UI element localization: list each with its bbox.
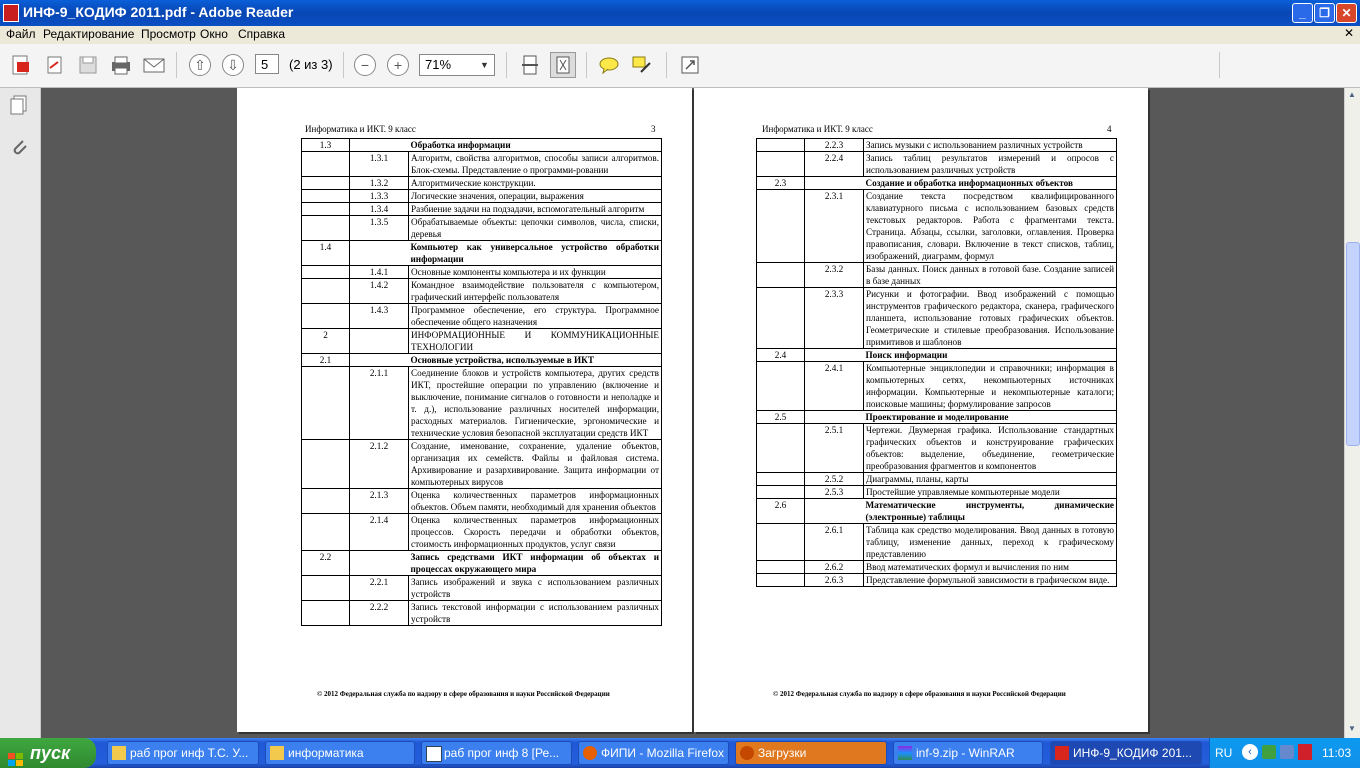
table-row [757,152,1117,177]
element-code: 2.3.1 [805,190,864,263]
pdf-page-4 [694,88,1148,732]
chevron-down-icon[interactable]: ▼ [480,60,489,70]
page-footer: © 2012 Федеральная служба по надзору в сфере образования и науки Российской Федерации [317,690,610,698]
firefox-icon [740,746,754,760]
toolbar-separator [1219,52,1220,78]
section-code [302,190,350,203]
taskbar-item-label: ФИПИ - Mozilla Firefox [601,746,725,760]
codifier-table [301,138,662,626]
element-description: Рисунки и фотографии. Ввод изображений с помощью инструментов графического редактора, сканера, графического планшета, использование готовых графических объектов. Геометрические и стилевые преобразования. Использование примитивов и шаблонов [864,288,1117,349]
table-row [757,574,1117,587]
section-code: 1.3 [302,139,350,152]
section-code [302,279,350,304]
table-row [757,486,1117,499]
menu-view[interactable]: Просмотр [141,27,196,41]
adobe-reader-icon [3,4,19,22]
element-description: Запись средствами ИКТ информации об объектах и процессах окружающего мира [409,551,662,576]
table-row [302,266,662,279]
taskbar-item-label: ИНФ-9_КОДИФ 201... [1073,746,1192,760]
element-code: 2.5.2 [805,473,864,486]
taskbar-item-firefox[interactable] [578,741,729,765]
table-row [302,190,662,203]
element-description: Запись текстовой информации с использованием различных устройств [409,601,662,626]
page-header: Информатика и ИКТ. 9 класс [762,124,873,134]
firefox-icon [583,746,597,760]
element-description: Запись изображений и звука с использованием различных устройств [409,576,662,601]
element-description: Оценка количественных параметров информационных процессов. Скорость передачи и обработки объектов, стоимость информационных продуктов, услуг связи [409,514,662,551]
section-code [302,216,350,241]
element-description: Ввод математических формул и вычисления по ним [864,561,1117,574]
fit-page-icon[interactable] [550,52,576,78]
codifier-table [756,138,1117,587]
element-code: 1.3.2 [350,177,409,190]
section-code [302,152,350,177]
element-description: Математические инструменты, динамические (электронные) таблицы [864,499,1117,524]
open-icon[interactable] [42,52,68,78]
taskbar-item-label: раб прог инф Т.С. У... [130,746,249,760]
element-description: Запись таблиц результатов измерений и опросов с использованием различных устройств [864,152,1117,177]
element-code [350,241,409,266]
element-description: Создание и обработка информационных объектов [864,177,1117,190]
element-description: Основные устройства, используемые в ИКТ [409,354,662,367]
plus-icon: + [387,54,409,76]
window-title: ИНФ-9_КОДИФ 2011.pdf - Adobe Reader [23,4,294,20]
element-description: Логические значения, операции, выражения [409,190,662,203]
maximize-button[interactable]: ❐ [1314,3,1335,23]
element-description: Компьютер как универсальное устройство обработки информации [409,241,662,266]
element-code: 2.5.1 [805,424,864,473]
section-code [757,574,805,587]
network-icon[interactable] [1262,745,1276,759]
section-code: 2.5 [757,411,805,424]
table-row [757,411,1117,424]
zoom-level-select[interactable]: 71% [419,54,495,76]
element-description: Таблица как средство моделирования. Ввод данных в готовую таблицу, изменение данных, переход к графическому представлению [864,524,1117,561]
element-description: Базы данных. Поиск данных в готовой базе. Создание записей в базе данных [864,263,1117,288]
save-icon[interactable] [75,52,101,78]
element-description: Диаграммы, планы, карты [864,473,1117,486]
section-code [302,304,350,329]
section-code: 2.4 [757,349,805,362]
element-code: 2.6.1 [805,524,864,561]
section-code [757,190,805,263]
page-count-label: (2 из 3) [289,57,333,72]
page-header: Информатика и ИКТ. 9 класс [305,124,416,134]
element-description: ИНФОРМАЦИОННЫЕ И КОММУНИКАЦИОННЫЕ ТЕХНОЛОГИИ [409,329,662,354]
element-description: Алгоритмические конструкции. [409,177,662,190]
next-page-button[interactable] [220,52,246,78]
create-pdf-icon[interactable] [8,52,34,78]
element-description: Создание, именование, сохранение, удаление объектов, организация их семейств. Файлы и файловая система. Архивирование и разархивирование. Защита информации от компьютерных вирусов [409,440,662,489]
section-code: 2 [302,329,350,354]
table-row [757,524,1117,561]
element-code: 1.4.2 [350,279,409,304]
word-icon [426,746,442,762]
section-code [757,139,805,152]
table-row [757,499,1117,524]
highlight-icon[interactable] [629,52,655,78]
table-row [302,329,662,354]
page-number-input[interactable]: 5 [255,54,279,74]
print-icon[interactable] [108,52,134,78]
table-row [302,354,662,367]
menu-file[interactable]: Файл [6,27,36,41]
section-code [757,561,805,574]
section-code [302,576,350,601]
table-row [302,514,662,551]
element-code: 2.2.4 [805,152,864,177]
table-row [302,203,662,216]
taskbar-item-winrar[interactable] [893,741,1043,765]
element-code: 2.6.3 [805,574,864,587]
element-code [805,411,864,424]
element-code: 2.2.1 [350,576,409,601]
section-code [757,263,805,288]
table-row [757,177,1117,190]
table-row [757,424,1117,473]
table-row [302,241,662,266]
toolbar-separator [343,52,344,78]
element-code: 1.4.3 [350,304,409,329]
table-row [302,177,662,190]
table-row [757,190,1117,263]
element-code: 2.2.3 [805,139,864,152]
zoom-in-button[interactable] [385,52,411,78]
element-code: 1.3.3 [350,190,409,203]
pdf-page-3 [237,88,692,732]
arrow-down-icon: ⇩ [222,54,244,76]
toolbar-separator [506,52,507,78]
section-code: 2.6 [757,499,805,524]
taskbar-item-folder-1[interactable] [107,741,259,765]
system-tray [1209,738,1360,768]
table-row [302,551,662,576]
taskbar-item-label: раб прог инф 8 [Ре... [444,746,560,760]
section-code: 2.1 [302,354,350,367]
table-row [302,367,662,440]
element-code: 2.3.3 [805,288,864,349]
element-code: 1.3.1 [350,152,409,177]
element-description: Чертежи. Двумерная графика. Использование стандартных графических объектов и конструирование графических объектов: выделение, объединение, геометрические преобразования фрагментов и компонентов [864,424,1117,473]
element-description: Основные компоненты компьютера и их функции [409,266,662,279]
section-code [757,152,805,177]
table-row [757,263,1117,288]
page-footer: © 2012 Федеральная служба по надзору в сфере образования и науки Российской Федерации [773,690,1066,698]
navigation-panel [0,88,41,738]
element-description: Компьютерные энциклопедии и справочники; информация в компьютерных сетях, некомпьютерных источниках информации. Компьютерные и некомпьютерные каталоги; поисковые машины; формулирование запросов [864,362,1117,411]
page-number: 4 [1107,124,1112,134]
taskbar-item-folder-2[interactable] [265,741,415,765]
taskbar-item-label: информатика [288,746,364,760]
toolbar-separator [666,52,667,78]
full-screen-icon[interactable] [677,52,703,78]
taskbar-item-label: inf-9.zip - WinRAR [916,746,1015,760]
section-code [757,288,805,349]
element-code: 2.5.3 [805,486,864,499]
start-button[interactable] [0,738,96,768]
section-code: 2.2 [302,551,350,576]
section-code [757,424,805,473]
element-code: 2.4.1 [805,362,864,411]
table-row [757,473,1117,486]
folder-icon [270,746,284,760]
attachments-icon[interactable] [8,136,30,163]
element-code: 1.4.1 [350,266,409,279]
menu-window[interactable]: Окно [200,27,228,41]
element-code: 2.1.2 [350,440,409,489]
table-row [302,216,662,241]
element-description: Простейшие управляемые компьютерные модели [864,486,1117,499]
element-description: Программное обеспечение, его структура. Программное обеспечение общего назначения [409,304,662,329]
element-code: 2.1.1 [350,367,409,440]
element-description: Обрабатываемые объекты: цепочки символов, числа, списки, деревья [409,216,662,241]
pages-icon[interactable] [8,94,30,121]
tray-expand-icon[interactable]: ‹ [1242,744,1258,760]
start-label: пуск [30,743,71,763]
pdf-icon [1055,746,1069,760]
taskbar-item-adobe-reader[interactable] [1050,741,1202,765]
section-code [302,440,350,489]
table-row [302,304,662,329]
element-code: 2.3.2 [805,263,864,288]
element-description: Соединение блоков и устройств компьютера, других средств ИКТ, простейшие операции по управлению (включение и выключение, понимание сигналов о готовности и неполадке и т. д.), использование различных носителей информации, расходных материалов. Гигиенические, эргономические и технические условия безопасной эксплуатации средств ИКТ [409,367,662,440]
element-code [350,551,409,576]
windows-logo-icon [8,746,24,760]
scrollbar-thumb[interactable] [1346,242,1360,446]
section-code [757,362,805,411]
winrar-icon [898,746,912,760]
section-code [302,601,350,626]
taskbar-item-downloads[interactable] [735,741,887,765]
section-code [757,524,805,561]
element-code: 2.6.2 [805,561,864,574]
menu-help[interactable]: Справка [238,27,286,41]
table-row [757,349,1117,362]
section-code [757,473,805,486]
scrolling-mode-icon[interactable] [517,52,543,78]
table-row [757,288,1117,349]
toolbar-separator [586,52,587,78]
section-code [757,486,805,499]
clock: 11:03 [1322,746,1352,760]
scroll-down-icon[interactable]: ▼ [1348,724,1356,733]
volume-icon[interactable] [1280,745,1294,759]
element-code: 1.3.5 [350,216,409,241]
element-description: Запись музыки с использованием различных устройств [864,139,1117,152]
title-bar [0,0,1360,26]
comment-icon[interactable] [596,52,622,78]
email-icon[interactable] [141,52,167,78]
section-code [302,514,350,551]
folder-icon [112,746,126,760]
table-row [302,440,662,489]
close-document-icon[interactable]: ✕ [1344,26,1355,40]
toolbar [0,44,1360,88]
close-button[interactable]: ✕ [1336,3,1357,23]
element-code [350,329,409,354]
element-code [350,139,409,152]
table-row [757,139,1117,152]
page-number: 3 [651,124,656,134]
arrow-up-icon: ⇧ [189,54,211,76]
section-code: 2.3 [757,177,805,190]
section-code: 1.4 [302,241,350,266]
minimize-button[interactable]: _ [1292,3,1313,23]
element-description: Обработка информации [409,139,662,152]
element-description: Командное взаимодействие пользователя с компьютером, графический интерфейс пользователя [409,279,662,304]
zoom-out-button[interactable] [352,52,378,78]
element-code [805,177,864,190]
menu-bar [0,26,1360,44]
taskbar-item-word[interactable] [421,741,572,765]
element-code [805,349,864,362]
section-code [302,266,350,279]
element-code [805,499,864,524]
toolbar-separator [176,52,177,78]
element-code: 2.2.2 [350,601,409,626]
element-description: Представление формульной зависимости в графическом виде. [864,574,1117,587]
table-row [757,362,1117,411]
section-code [302,177,350,190]
antivirus-icon[interactable] [1298,744,1312,760]
table-row [302,279,662,304]
table-row [757,561,1117,574]
table-row [302,601,662,626]
element-description: Проектирование и моделирование [864,411,1117,424]
element-description: Оценка количественных параметров информационных объектов. Объем памяти, необходимый для хранения объектов [409,489,662,514]
element-code: 2.1.3 [350,489,409,514]
element-code: 1.3.4 [350,203,409,216]
element-code [350,354,409,367]
section-code [302,367,350,440]
table-row [302,576,662,601]
table-row [302,139,662,152]
language-indicator[interactable]: RU [1215,746,1233,760]
section-code [302,489,350,514]
section-code [302,203,350,216]
taskbar-item-label: Загрузки [758,746,807,760]
element-code: 2.1.4 [350,514,409,551]
element-description: Поиск информации [864,349,1117,362]
scroll-up-icon[interactable]: ▲ [1348,90,1356,99]
table-row [302,489,662,514]
menu-edit[interactable]: Редактирование [43,27,135,41]
table-row [302,152,662,177]
element-description: Создание текста посредством квалифицированного клавиатурного письма с использованием базовых средств текстовых редакторов. Работа с фрагментами текста. Страница. Абзацы, ссылки, заголовки, оглавления. Проверка правописания, словари. Включение в текст списков, таблиц, изображений, диаграмм, формул [864,190,1117,263]
minus-icon: − [354,54,376,76]
element-description: Алгоритм, свойства алгоритмов, способы записи алгоритмов. Блок-схемы. Представление о программи-ровании [409,152,662,177]
previous-page-button[interactable] [187,52,213,78]
element-description: Разбиение задачи на подзадачи, вспомогательный алгоритм [409,203,662,216]
